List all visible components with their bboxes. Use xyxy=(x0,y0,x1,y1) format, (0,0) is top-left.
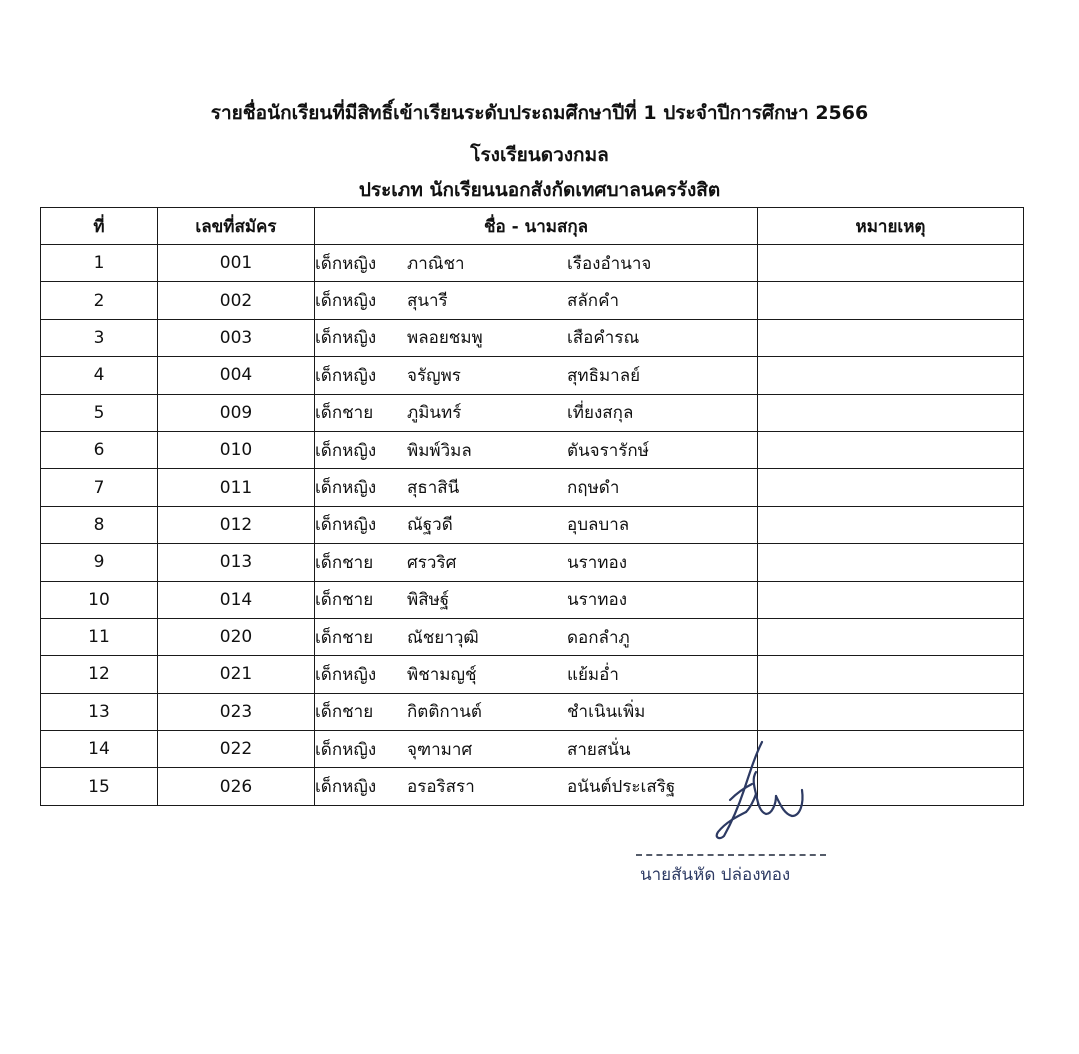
table-row xyxy=(41,469,1024,506)
row-number: 5 xyxy=(41,394,158,431)
application-number: 022 xyxy=(158,731,315,768)
row-number: 8 xyxy=(41,506,158,543)
table-row xyxy=(41,394,1024,431)
last-name: ตันจรารักษ์ xyxy=(567,440,649,461)
student-name xyxy=(315,506,758,543)
remark-cell xyxy=(758,618,1024,655)
row-number: 13 xyxy=(41,693,158,730)
remark-cell xyxy=(758,544,1024,581)
first-name: ศรวริศ xyxy=(407,552,457,573)
name-prefix: เด็กชาย xyxy=(315,403,374,424)
application-number: 026 xyxy=(158,768,315,805)
header-name: ชื่อ - นามสกุล xyxy=(315,208,758,245)
name-prefix: เด็กหญิง xyxy=(315,328,377,349)
handwritten-signature xyxy=(700,738,810,843)
remark-cell xyxy=(758,245,1024,282)
table-row xyxy=(41,357,1024,394)
application-number: 013 xyxy=(158,544,315,581)
first-name: ณัชยาวุฒิ xyxy=(407,627,479,648)
table-row xyxy=(41,282,1024,319)
remark-cell xyxy=(758,319,1024,356)
row-number: 12 xyxy=(41,656,158,693)
last-name: อนันต์ประเสริฐ xyxy=(567,777,676,798)
row-number: 11 xyxy=(41,618,158,655)
name-prefix: เด็กหญิง xyxy=(315,777,377,798)
application-number: 014 xyxy=(158,581,315,618)
last-name: เสือคำรณ xyxy=(567,328,640,349)
table-row xyxy=(41,768,1024,805)
last-name: กฤษดำ xyxy=(567,478,620,499)
table-row xyxy=(41,693,1024,730)
last-name: ดอกลำภู xyxy=(567,627,630,648)
table-body xyxy=(41,245,1024,806)
student-name xyxy=(315,245,758,282)
first-name: พิมพ์วิมล xyxy=(407,440,472,461)
row-number: 10 xyxy=(41,581,158,618)
last-name: ชำเนินเพิ่ม xyxy=(567,702,646,723)
remark-cell xyxy=(758,469,1024,506)
application-number: 003 xyxy=(158,319,315,356)
row-number: 1 xyxy=(41,245,158,282)
first-name: อรอริสรา xyxy=(407,777,475,798)
first-name: สุธาสินี xyxy=(407,478,460,499)
signature-line xyxy=(636,854,826,856)
table-row xyxy=(41,245,1024,282)
remark-cell xyxy=(758,506,1024,543)
row-number: 9 xyxy=(41,544,158,581)
table-row xyxy=(41,731,1024,768)
last-name: อุบลบาล xyxy=(567,515,630,536)
table-row xyxy=(41,581,1024,618)
student-name xyxy=(315,693,758,730)
last-name: สายสนั่น xyxy=(567,739,631,760)
student-name xyxy=(315,618,758,655)
name-prefix: เด็กหญิง xyxy=(315,515,377,536)
last-name: เที่ยงสกุล xyxy=(567,403,634,424)
first-name: ณัฐวดี xyxy=(407,515,453,536)
remark-cell xyxy=(758,357,1024,394)
remark-cell xyxy=(758,581,1024,618)
signer-name: นายสันหัด ปล่องทอง xyxy=(640,865,791,885)
table-header-row xyxy=(41,208,1024,245)
row-number: 14 xyxy=(41,731,158,768)
table-row xyxy=(41,431,1024,468)
row-number: 6 xyxy=(41,431,158,468)
last-name: แย้มอ่ำ xyxy=(567,664,619,685)
student-table xyxy=(40,207,1024,806)
table-row xyxy=(41,618,1024,655)
student-name xyxy=(315,656,758,693)
table-row xyxy=(41,544,1024,581)
student-name xyxy=(315,394,758,431)
name-prefix: เด็กชาย xyxy=(315,552,374,573)
name-prefix: เด็กหญิง xyxy=(315,478,377,499)
category-line: ประเภท นักเรียนนอกสังกัดเทศบาลนครรังสิต xyxy=(358,179,721,201)
name-prefix: เด็กชาย xyxy=(315,590,374,611)
header-application-no: เลขที่สมัคร xyxy=(158,208,315,245)
row-number: 15 xyxy=(41,768,158,805)
name-prefix: เด็กหญิง xyxy=(315,664,377,685)
first-name: กิตติกานต์ xyxy=(407,702,482,723)
last-name: เรืองอำนาจ xyxy=(567,253,652,274)
name-prefix: เด็กหญิง xyxy=(315,291,377,312)
last-name: นราทอง xyxy=(567,552,628,573)
last-name: นราทอง xyxy=(567,590,628,611)
name-prefix: เด็กชาย xyxy=(315,702,374,723)
first-name: สุนารี xyxy=(407,291,448,312)
student-name xyxy=(315,319,758,356)
first-name: พิสิษฐ์ xyxy=(407,590,450,611)
application-number: 012 xyxy=(158,506,315,543)
remark-cell xyxy=(758,656,1024,693)
first-name: ภูมินทร์ xyxy=(407,403,462,424)
application-number: 009 xyxy=(158,394,315,431)
school-name: โรงเรียนดวงกมล xyxy=(470,144,609,166)
last-name: สลักคำ xyxy=(567,291,620,312)
header-remark: หมายเหตุ xyxy=(758,208,1024,245)
application-number: 001 xyxy=(158,245,315,282)
application-number: 010 xyxy=(158,431,315,468)
application-number: 021 xyxy=(158,656,315,693)
row-number: 4 xyxy=(41,357,158,394)
student-name xyxy=(315,282,758,319)
last-name: สุทธิมาลย์ xyxy=(567,365,641,386)
row-number: 2 xyxy=(41,282,158,319)
application-number: 002 xyxy=(158,282,315,319)
first-name: พลอยชมพู xyxy=(407,328,483,349)
first-name: จุฑามาศ xyxy=(407,739,473,760)
remark-cell xyxy=(758,394,1024,431)
application-number: 023 xyxy=(158,693,315,730)
student-name xyxy=(315,544,758,581)
student-name xyxy=(315,581,758,618)
first-name: จรัญพร xyxy=(407,365,461,386)
student-name xyxy=(315,768,758,805)
first-name: ภาณิชา xyxy=(407,253,465,274)
table-row xyxy=(41,506,1024,543)
table-row xyxy=(41,656,1024,693)
application-number: 011 xyxy=(158,469,315,506)
header-no: ที่ xyxy=(41,208,158,245)
student-name xyxy=(315,469,758,506)
row-number: 7 xyxy=(41,469,158,506)
application-number: 020 xyxy=(158,618,315,655)
name-prefix: เด็กหญิง xyxy=(315,739,377,760)
name-prefix: เด็กชาย xyxy=(315,627,374,648)
application-number: 004 xyxy=(158,357,315,394)
student-name xyxy=(315,357,758,394)
table-row xyxy=(41,319,1024,356)
name-prefix: เด็กหญิง xyxy=(315,440,377,461)
remark-cell xyxy=(758,282,1024,319)
first-name: พิชามญชุ์ xyxy=(407,664,477,685)
row-number: 3 xyxy=(41,319,158,356)
student-name xyxy=(315,731,758,768)
student-name xyxy=(315,431,758,468)
remark-cell xyxy=(758,693,1024,730)
document-title: รายชื่อนักเรียนที่มีสิทธิ์เข้าเรียนระดับประถมศึกษาปีที่ 1 ประจำปีการศึกษา 2566 xyxy=(210,102,869,124)
name-prefix: เด็กหญิง xyxy=(315,365,377,386)
remark-cell xyxy=(758,431,1024,468)
name-prefix: เด็กหญิง xyxy=(315,253,377,274)
